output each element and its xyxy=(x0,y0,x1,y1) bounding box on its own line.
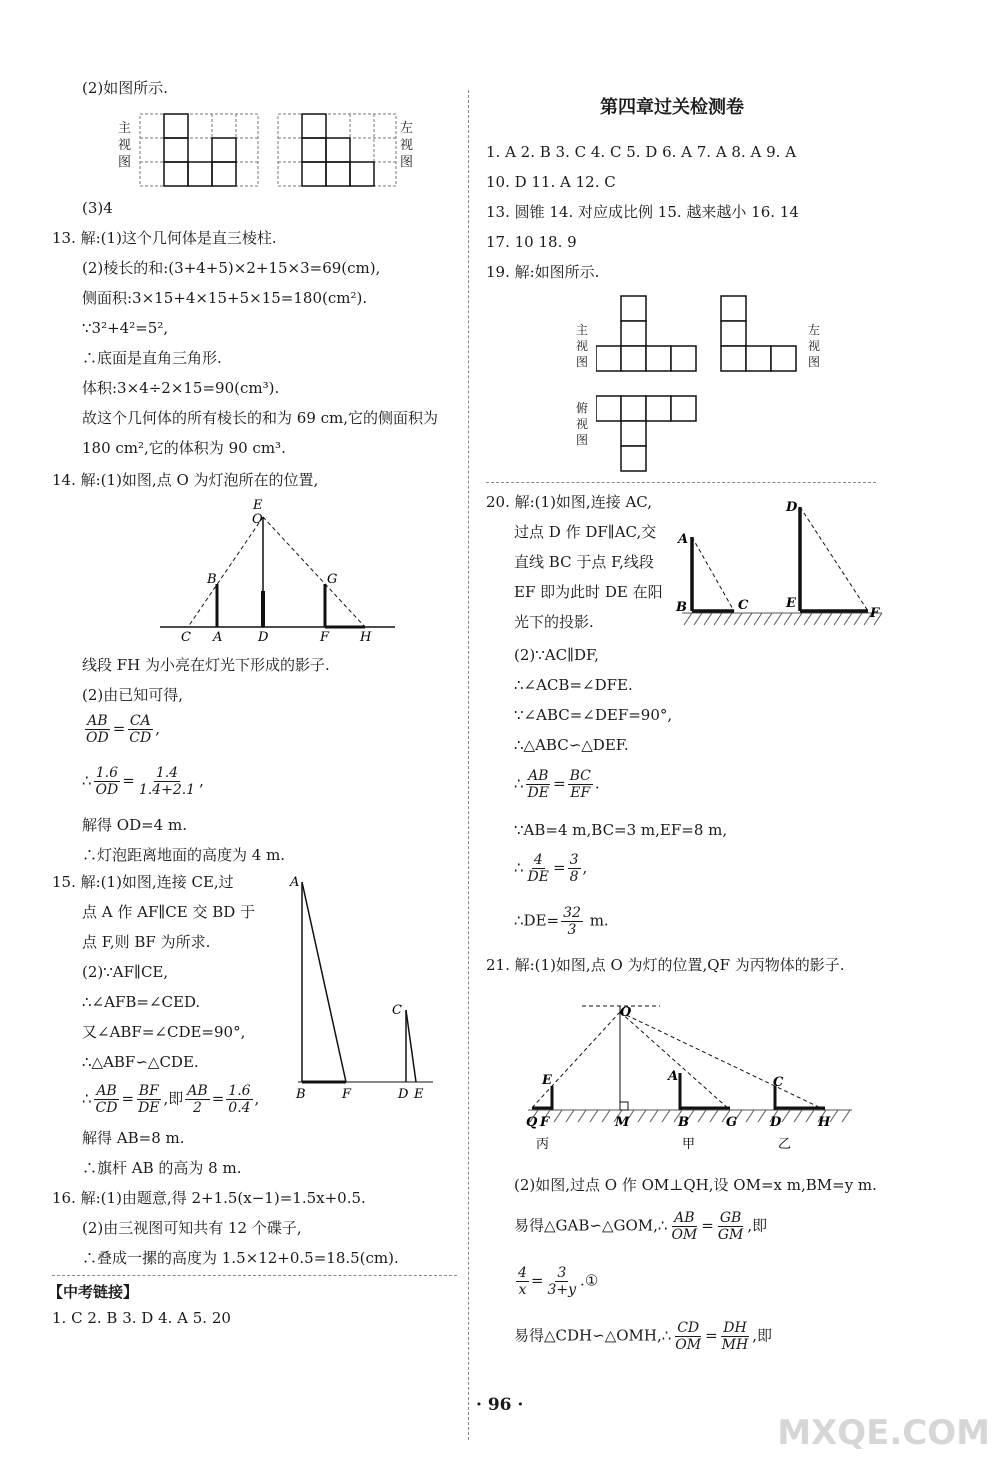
fig21-label-m: M xyxy=(615,1115,630,1130)
chapter-title: 第四章过关检测卷 xyxy=(600,97,744,118)
q12-part3: (3)4 xyxy=(82,199,113,217)
answers-row-4: 17. 10 18. 9 xyxy=(486,233,577,251)
q21-fraction-3: 易得△CDH∽△OMH,∴ $\frac{CD}{OM}$ = $\frac{DH}{MH}$ ,即 xyxy=(514,1320,772,1353)
fig15-label-b: B xyxy=(296,1087,306,1102)
q15-line9: ∴旗杆 AB 的高为 8 m. xyxy=(82,1159,242,1177)
q13-line3: 侧面积:3×15+4×15+5×15=180(cm²). xyxy=(82,289,368,307)
q13-line8: 180 cm²,它的体积为 90 cm³. xyxy=(82,439,286,457)
q21-fraction-1: 易得△GAB∽△GOM,∴ $\frac{AB}{OM}$ = $\frac{GB}{GM}$ ,即 xyxy=(514,1210,768,1243)
answers-row-2: 10. D 11. A 12. C xyxy=(486,173,616,191)
answers-row-1: 1. A 2. B 3. C 4. C 5. D 6. A 7. A 8. A 9. A xyxy=(486,143,797,161)
q16-line1: 16. 解:(1)由题意,得 2+1.5(x−1)=1.5x+0.5. xyxy=(52,1189,366,1207)
q15-line4: (2)∵AF∥CE, xyxy=(82,963,169,981)
fig15-label-a: A xyxy=(290,875,300,890)
q15-line5: ∴∠AFB=∠CED. xyxy=(82,993,201,1011)
fig21-label-d: D xyxy=(770,1115,782,1130)
q16-line2: (2)由三视图可知共有 12 个碟子, xyxy=(82,1219,302,1237)
q21-line1: 21. 解:(1)如图,点 O 为灯的位置,QF 为丙物体的影子. xyxy=(486,956,845,974)
q14-line2: 线段 FH 为小亮在灯光下形成的影子. xyxy=(82,656,330,674)
q20-line8: ∵∠ABC=∠DEF=90°, xyxy=(514,706,673,724)
zhongkao-answers: 1. C 2. B 3. D 4. A 5. 20 xyxy=(52,1309,231,1327)
page-number: · 96 · xyxy=(476,1395,524,1415)
fig14-label-a: A xyxy=(213,630,223,645)
q20-fraction-1: ∴ $\frac{AB}{DE}$ = $\frac{BC}{EF}$ . xyxy=(514,768,600,801)
fig21-label-h: H xyxy=(818,1115,831,1130)
q20-line4: EF 即为此时 DE 在阳 xyxy=(514,583,663,601)
q15-line8: 解得 AB=8 m. xyxy=(82,1129,185,1147)
fig20-label-a: A xyxy=(678,532,689,547)
q19-top-label: 俯 视 图 xyxy=(576,401,589,447)
fig21-label-bing: 丙 xyxy=(536,1137,550,1152)
q20-line2: 过点 D 作 DF∥AC,交 xyxy=(514,523,657,541)
watermark-logo: MXQE.COM xyxy=(777,1413,990,1453)
q14-fraction-2: ∴ $\frac{1.6}{OD}$ = $\frac{1.4}{1.4+2.1}$ , xyxy=(82,765,204,798)
q20-fraction-2: ∴ $\frac{4}{DE}$ = $\frac{3}{8}$ , xyxy=(514,852,588,885)
q15-fraction: ∴ $\frac{AB}{CD}$ = $\frac{BF}{DE}$ ,即 $\frac{AB}{2}$ = $\frac{1.6}{0.4}$ , xyxy=(82,1083,260,1116)
q13-line5: ∴底面是直角三角形. xyxy=(82,349,222,367)
q20-line9: ∴△ABC∽△DEF. xyxy=(514,736,629,754)
left-view-label: 左 视 图 xyxy=(400,121,414,170)
q20-line7: ∴∠ACB=∠DFE. xyxy=(514,676,633,694)
fig20-label-f: F xyxy=(870,606,880,621)
fig14-label-f: F xyxy=(320,630,330,645)
fig21-label-yi: 乙 xyxy=(778,1137,792,1152)
fig21-label-g: G xyxy=(726,1115,738,1130)
q20-line3: 直线 BC 于点 F,线段 xyxy=(514,553,654,571)
q20-fraction-3: ∴DE= $\frac{32}{3}$ m. xyxy=(514,905,609,938)
fig21-label-jia: 甲 xyxy=(682,1137,696,1152)
q15-line3: 点 F,则 BF 为所求. xyxy=(82,933,211,951)
main-view-label: 主 视 图 xyxy=(118,121,132,170)
fig21-label-q: Q xyxy=(526,1115,538,1130)
q20-line5: 光下的投影. xyxy=(514,613,594,631)
q12-views-figure xyxy=(118,108,428,190)
fig14-label-d: D xyxy=(258,630,269,645)
column-divider xyxy=(468,90,469,1440)
fig20-label-b: B xyxy=(676,600,687,615)
fig21-label-b: B xyxy=(678,1115,689,1130)
q14-fraction-1: $\frac{AB}{OD}$ = $\frac{CA}{CD}$ , xyxy=(86,713,160,746)
fig21-label-o: O xyxy=(620,1005,632,1020)
q20-line10: ∵AB=4 m,BC=3 m,EF=8 m, xyxy=(514,821,728,839)
q14-line5: ∴灯泡距离地面的高度为 4 m. xyxy=(82,846,286,864)
q14-line3: (2)由已知可得, xyxy=(82,686,184,704)
fig15-label-c: C xyxy=(392,1003,402,1018)
fig14-label-o: O xyxy=(252,512,263,527)
fig21-label-a: A xyxy=(668,1069,679,1084)
q19-main-label: 主 视 图 xyxy=(576,323,589,369)
q19-left-label: 左 视 图 xyxy=(808,323,821,369)
q12-part2: (2)如图所示. xyxy=(82,79,169,97)
fig14-label-c: C xyxy=(181,630,191,645)
fig14-label-e: E xyxy=(253,498,263,513)
fig15-label-e: E xyxy=(414,1087,424,1102)
q20-figure xyxy=(672,495,887,630)
q15-figure xyxy=(288,870,438,1105)
q15-line6: 又∠ABF=∠CDE=90°, xyxy=(82,1023,246,1041)
q21-fraction-2: $\frac{4}{x}$ = $\frac{3}{3+y}$ .① xyxy=(518,1265,599,1298)
q15-line1: 15. 解:(1)如图,连接 CE,过 xyxy=(52,873,234,891)
q13-line2: (2)棱长的和:(3+4+5)×2+15×3=69(cm), xyxy=(82,259,381,277)
fig20-label-e: E xyxy=(786,596,796,611)
q13-line1: 13. 解:(1)这个几何体是直三棱柱. xyxy=(52,229,277,247)
q13-line7: 故这个几何体的所有棱长的和为 69 cm,它的侧面积为 xyxy=(82,409,439,427)
q14-line4: 解得 OD=4 m. xyxy=(82,816,187,834)
fig15-label-d: D xyxy=(398,1087,409,1102)
q13-line6: 体积:3×4÷2×15=90(cm³). xyxy=(82,379,280,397)
fig14-label-h: H xyxy=(360,630,372,645)
fig20-label-c: C xyxy=(738,598,749,613)
q13-line4: ∵3²+4²=5², xyxy=(82,319,169,337)
fig15-label-f: F xyxy=(342,1087,352,1102)
q14-figure xyxy=(155,495,405,645)
q21-figure xyxy=(520,998,860,1158)
fig21-label-f: F xyxy=(540,1115,550,1130)
fig21-label-c: C xyxy=(773,1075,784,1090)
fig20-label-d: D xyxy=(786,500,798,515)
q19-views-figure xyxy=(596,292,806,477)
zhongkao-title: 【中考链接】 xyxy=(48,1283,139,1301)
q20-line6: (2)∵AC∥DF, xyxy=(514,646,599,664)
fig14-label-g: G xyxy=(327,572,338,587)
fig21-label-e: E xyxy=(542,1073,552,1088)
q19-line: 19. 解:如图所示. xyxy=(486,263,600,281)
q16-line3: ∴叠成一摞的高度为 1.5×12+0.5=18.5(cm). xyxy=(82,1249,399,1267)
q14-line1: 14. 解:(1)如图,点 O 为灯泡所在的位置, xyxy=(52,471,319,489)
fig14-label-b: B xyxy=(207,572,217,587)
q15-line2: 点 A 作 AF∥CE 交 BD 于 xyxy=(82,903,256,921)
answers-row-3: 13. 圆锥 14. 对应成比例 15. 越来越小 16. 14 xyxy=(486,203,799,221)
q21-line2: (2)如图,过点 O 作 OM⊥QH,设 OM=x m,BM=y m. xyxy=(514,1176,877,1194)
q20-line1: 20. 解:(1)如图,连接 AC, xyxy=(486,493,653,511)
q15-line7: ∴△ABF∽△CDE. xyxy=(82,1053,199,1071)
